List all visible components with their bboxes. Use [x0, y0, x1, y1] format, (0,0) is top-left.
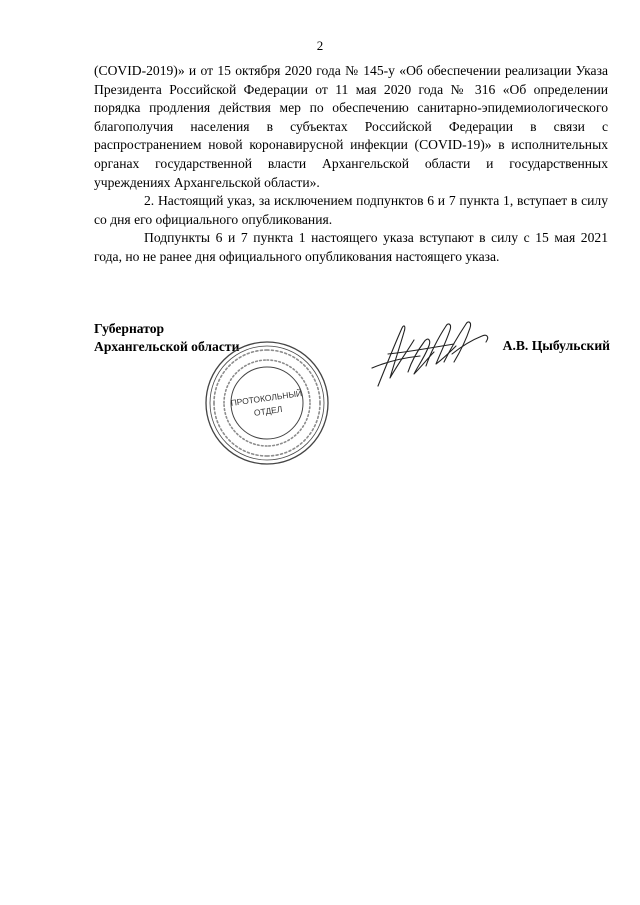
- body-paragraph-1: (COVID-2019)» и от 15 октября 2020 года № 145-у «Об обеспечении реализации Указа Президента Российской Федерации от 11 мая 2020 года № 316 «Об определении порядка продления действия мер по обеспечению санитарно-эпидемиологического благополучия населения в субъектах Российской Федерации в связи с распространением новой коронавирусной инфекции (COVID-19)» в исполнительных органах государственной власти Архангельской области и государственных учреждениях Архангельской области».: [94, 63, 608, 190]
- page-number: 2: [316, 38, 324, 53]
- signature-title-line-2: Архангельской области: [94, 339, 240, 354]
- stamp-text-line-2: ОТДЕЛ: [253, 403, 283, 418]
- signature-title-line-1: Губернатор: [94, 321, 165, 336]
- document-body: [94, 62, 608, 267]
- handwritten-signature: [368, 306, 498, 396]
- governor-name: А.В. Цыбульский: [502, 338, 610, 353]
- official-stamp: [202, 338, 332, 468]
- body-paragraph-3: Подпункты 6 и 7 пункта 1 настоящего указа вступают в силу с 15 мая 2021 года, но не ранее дня официального опубликования настоящего указа.: [94, 230, 608, 264]
- body-paragraph-2: 2. Настоящий указ, за исключением подпунктов 6 и 7 пункта 1, вступает в силу со дня его официального опубликования.: [94, 193, 608, 227]
- stamp-text-line-1: ПРОТОКОЛЬНЫЙ: [229, 388, 303, 409]
